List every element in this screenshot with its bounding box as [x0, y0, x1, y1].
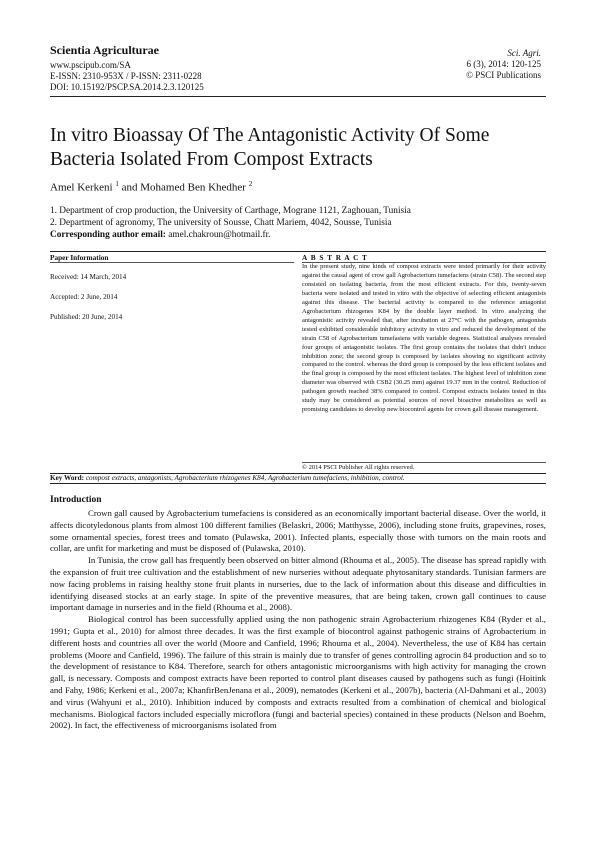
body-paragraph-1: Crown gall caused by Agrobacterium tumefaciens is considered as an economically important bacterial disease. Over the world, it affects dicotyledonous plants from almost 100 different families (Belaskri, 2006; Matthysse, 2006), including stone fruits, grapevines, roses, some ornamental species, forest trees and tomato (Pulawska, 2001). Infected plants, especially those with tumors on the main roots and collar, are unfit for marketing and must be disposed of (Pulawska, 2010).	[50, 508, 546, 554]
abstract-bottom-rule	[302, 462, 546, 463]
received-date: Received: 14 March, 2014	[50, 273, 127, 281]
paper-info-rule	[50, 262, 294, 263]
introduction-heading: Introduction	[50, 495, 102, 505]
journal-website[interactable]: www.pscipub.com/SA	[50, 60, 131, 70]
info-box-top-rule	[50, 251, 546, 252]
abstract-text: In the present study, nine kinds of compost extracts were tested primarily for their activity against the causal agent of crow gall Agrobacterium tumefaciens (strain C58). The second step consisted on isolating bacteria, from the most efficient extracts. For this, twenty-seven bacteria were isolated and tested in vitro with the objective of selecting efficient antagonists against this disease. The bacterial activity is compared to the reference antagonist Agrobacterium rhizogenes K84 by the double layer method. In vitro analyzing the antagonistic activity revealed that, after incubation at 27°C with the pathogen, antagonists tested exhibited considerable inhibitory activity in vitro and reduced the development of the strain C58 of Agrobacterium tumefasiens with variable degrees. Statistical analyses revealed four groups of antagonistic isolates. The first group contains the isolates that didn't induce inhibition zone; the second group is composed by isolates showing no significant activity compared to the control. whereas the third group is composed by the less efficient isolates and the final group is composed by the most efficient isolates. The highest level of inhibition zone diameter was observed with CSB2 (30.25 mm) against 19.37 mm in the control. Reduction of pathogen growth reached 38% compared to control. Compost extracts isolates tested in this study may be considered as potential sources of novel bioactive metabolites as well as promising candidates to develop new biocontrol agents for crown gall disease management.	[302, 263, 546, 414]
author-list	[50, 180, 252, 194]
author-2-affiliation-mark: 2	[248, 180, 253, 188]
article-title-line-2: Bacteria Isolated From Compost Extracts	[50, 149, 373, 170]
journal-volume: 6 (3), 2014: 120-125	[466, 59, 541, 69]
header-divider	[50, 96, 546, 97]
author-1-name: Amel Kerkeni	[50, 181, 113, 194]
accepted-date: Accepted: 2 June, 2014	[50, 293, 118, 301]
corresponding-author	[50, 230, 271, 240]
keywords	[50, 474, 405, 482]
keywords-label: Key Word:	[50, 474, 85, 482]
introduction-body	[50, 508, 546, 732]
affiliation-1: 1. Department of crop production, the University of Carthage, Mograne 1121, Zaghouan, Tunisia	[50, 206, 411, 216]
paper-info-heading: Paper Information	[50, 253, 109, 262]
body-paragraph-2: In Tunisia, the crow gall has frequently been observed on bitter almond (Rhouma et al., 2005). The disease has spread rapidly with the expansion of fruit tree cultivation and the establishment of new nurseries without adequate phytosanitary standards. Tunisian farmers are now facing problems in raising healthy stone fruit plants in nurseries, due to the lack of information about this disease and difficulties in identifying diseased stocks at an early stage. In spite of the preventive measures, that are being taken, crown gall continues to cause important damage in nurseries and in the field (Rhouma et al., 2008).	[50, 555, 546, 613]
author-2-name: and Mohamed Ben Khedher	[118, 181, 246, 194]
affiliation-2: 2. Department of agronomy, The university of Sousse, Chatt Mariem, 4042, Sousse, Tunisia	[50, 218, 392, 228]
corresponding-author-email[interactable]: amel.chakroun@hotmail.fr.	[165, 230, 271, 240]
published-date: Published: 20 June, 2014	[50, 313, 123, 321]
article-doi: DOI: 10.15192/PSCP.SA.2014.2.3.120125	[50, 82, 204, 92]
abstract-heading: A B S T R A C T	[302, 253, 368, 262]
body-paragraph-3: Biological control has been successfully applied using the non pathogenic strain Agrobacterium rhizogenes K84 (Ryder et al., 1991; Gupta et al., 2010) for almost three decades. It was the first example of biocontrol against pathogenic strains of Agrobacterium in different hosts and countries all over the world (Moore and Canfield, 1996; Rhouma et al., 2004). Nevertheless, the use of K84 has certain problems (Moore and Canfield, 1996). The failure of this strain is mainly due to transfer of genes controlling agrocin 84 production and so to the development of resistance to K84. Therefore, search for others antagonistic microorganisms with high activity for managing the crown gall, is necessary. Composts and compost extracts have been reported to control plant diseases caused by pathogens such as fungi (Hoitink and Fahy, 1986; Kerkeni et al., 2007a; KhanfirBenJenana et al., 2009), nematodes (Kerkeni et al., 2007b), bacteria (Al-Dahmani et al., 2003) and virus (Wahyuni et al., 2010). Inhibition induced by composts and extracts resulted from a combination of chemical and biological mechanisms. Biological factors included especially microflora (fungi and bacterial species) contained in these products (Nelson and Boehm, 2002). In fact, the effectiveness of microorganisms isolated from	[50, 614, 546, 731]
abstract-copyright: © 2014 PSCI Publisher All rights reserved.	[302, 464, 415, 471]
author-1-affiliation-mark: 1	[115, 180, 119, 188]
corresponding-author-label: Corresponding author email:	[50, 230, 166, 240]
journal-abbrev: Sci. Agri.	[507, 48, 541, 58]
keywords-bottom-rule	[50, 483, 546, 484]
article-title	[50, 124, 550, 172]
journal-name: Scientia Agriculturae	[50, 43, 159, 57]
publisher-copyright: © PSCI Publications	[466, 70, 541, 80]
keywords-list: compost extracts, antagonists, Agrobacterium rhizogenes K84, Agrobacterium tumefaciens, inhibition, control.	[84, 474, 405, 482]
article-title-line-1: In vitro Bioassay Of The Antagonistic Activity Of Some	[50, 125, 490, 146]
journal-issn: E-ISSN: 2310-953X / P-ISSN: 2311-0228	[50, 71, 202, 81]
